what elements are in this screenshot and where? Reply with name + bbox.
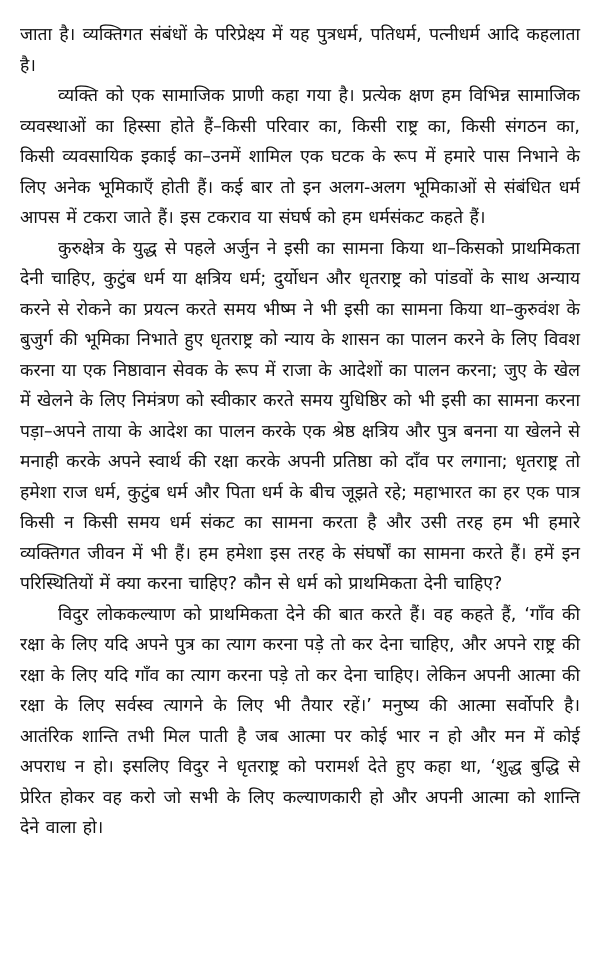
paragraph-continuation: जाता है। व्यक्तिगत संबंधों के परिप्रेक्ष्य में यह पुत्रधर्म, पतिधर्म, पत्नीधर्म आदि कहलाता है। [20,25,580,76]
paragraph-vidur: विदुर लोककल्याण को प्राथमिकता देने की बात करते हैं। वह कहते हैं, ‘गाँव की रक्षा के लिए यदि अपने पुत्र का त्याग करना पड़े तो कर देना चाहिए, और अपने राष्ट्र की रक्षा के लिए यदि गाँव का त्याग करना पड़े तो कर देना चाहिए। लेकिन अपनी आत्मा की रक्षा के लिए सर्वस्व त्यागने के लिए भी तैयार रहें।’ मनुष्य की आत्मा सर्वोपरि है। आतंरिक शान्ति तभी मिल पाती है जब आत्मा पर कोई भार न हो और मन में कोई अपराध न हो। इसलिए विदुर ने धृतराष्ट्र को परामर्श देते हुए कहा था, ‘शुद्ध बुद्धि से प्रेरित होकर वह करो जो सभी के लिए कल्याणकारी हो और अपनी आत्मा को शान्ति देने वाला हो। [20,604,580,838]
paragraph-social-being: व्यक्ति को एक सामाजिक प्राणी कहा गया है। प्रत्येक क्षण हम विभिन्न सामाजिक व्यवस्थाओं का हिस्सा होते हैं–किसी परिवार का, किसी राष्ट्र का, किसी संगठन का, किसी व्यवसायिक इकाई का–उनमें शामिल एक घटक के रूप में हमारे पास निभाने के लिए अनेक भूमिकाएँ होती हैं। कई बार तो इन अलग-अलग भूमिकाओं से संबंधित धर्म आपस में टकरा जाते हैं। इस टकराव या संघर्ष को हम धर्मसंकट कहते हैं। [20,86,580,228]
paragraph-kurukshetra: कुरुक्षेत्र के युद्ध से पहले अर्जुन ने इसी का सामना किया था–किसको प्राथमिकता देनी चाहिए, कुटुंब धर्म या क्षत्रिय धर्म; दुर्योधन और धृतराष्ट्र को पांडवों के साथ अन्याय करने से रोकने का प्रयत्न करते समय भीष्म ने भी इसी का सामना किया था–कुरुवंश के बुजुर्ग की भूमिका निभाते हुए धृतराष्ट्र को न्याय के शासन का पालन करने के लिए विवश करना या एक निष्ठावान सेवक के रूप में राजा के आदेशों का पालन करना; जुए के खेल में खेलने के लिए निमंत्रण को स्वीकार करते समय युधिष्ठिर को भी इसी का सामना करना पड़ा–अपने ताया के आदेश का पालन करके एक श्रेष्ठ क्षत्रिय और पुत्र बनना या खेलने से मनाही करके अपने स्वार्थ की रक्षा करके अपनी प्रतिष्ठा को दाँव पर लगाना; धृतराष्ट्र तो हमेशा राज धर्म, कुटुंब धर्म और पिता धर्म के बीच जूझते रहे; महाभारत का हर एक पात्र किसी न किसी समय धर्म संकट का सामना करता है और उसी तरह हम भी हमारे व्यक्तिगत जीवन में भी हैं। हम हमेशा इस तरह के संघर्षों का सामना करते हैं। हमें इन परिस्थितियों में क्या करना चाहिए? कौन से धर्म को प्राथमिकता देनी चाहिए? [20,238,580,594]
